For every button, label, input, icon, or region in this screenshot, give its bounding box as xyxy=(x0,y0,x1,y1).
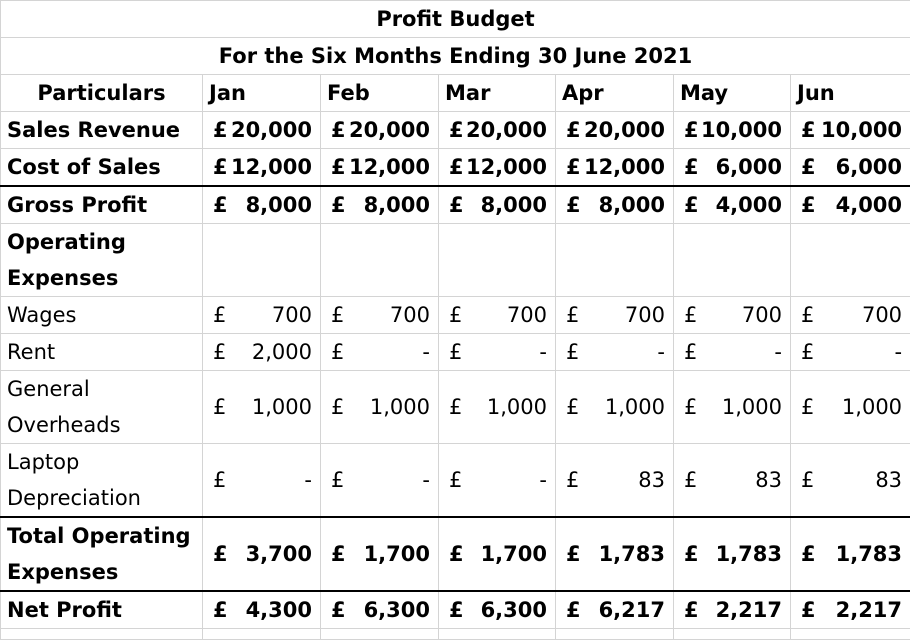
amount: - xyxy=(304,462,312,498)
header-month-jun[interactable]: Jun xyxy=(791,75,910,112)
amount: 2,000 xyxy=(252,334,312,370)
currency-symbol: £ xyxy=(331,187,346,223)
table-row xyxy=(1,517,910,591)
value-cell[interactable] xyxy=(321,517,439,591)
row-label[interactable]: Cost of Sales xyxy=(1,149,203,187)
value-cell[interactable] xyxy=(556,517,674,591)
amount: 2,217 xyxy=(836,592,902,628)
amount: - xyxy=(657,334,665,370)
currency-symbol: £ xyxy=(801,149,816,185)
value-cell[interactable] xyxy=(203,444,321,518)
header-month-apr[interactable]: Apr xyxy=(556,75,674,112)
currency-symbol: £ xyxy=(213,187,228,223)
value-cell[interactable] xyxy=(791,224,910,297)
value-cell[interactable] xyxy=(203,112,321,149)
amount: 1,000 xyxy=(487,389,547,425)
value-cell[interactable] xyxy=(203,591,321,629)
row-label[interactable]: Gross Profit xyxy=(1,186,203,224)
value-cell[interactable] xyxy=(556,591,674,629)
value-cell[interactable] xyxy=(203,149,321,187)
currency-symbol: £ xyxy=(566,389,579,425)
currency-symbol: £ xyxy=(566,462,579,498)
amount: 1,783 xyxy=(716,536,782,572)
value-cell[interactable] xyxy=(674,112,791,149)
currency-symbol: £ xyxy=(449,112,464,148)
currency-symbol: £ xyxy=(684,297,697,333)
currency-symbol: £ xyxy=(801,389,814,425)
currency-symbol: £ xyxy=(213,297,226,333)
amount: 4,300 xyxy=(246,592,312,628)
amount: - xyxy=(422,462,430,498)
amount: 6,000 xyxy=(716,149,782,185)
value-cell[interactable] xyxy=(556,112,674,149)
value-cell[interactable] xyxy=(203,297,321,334)
currency-symbol: £ xyxy=(566,297,579,333)
amount: 6,300 xyxy=(481,592,547,628)
amount: 700 xyxy=(625,297,665,333)
currency-symbol: £ xyxy=(566,592,581,628)
amount: 1,000 xyxy=(370,389,430,425)
amount: 700 xyxy=(862,297,902,333)
value-cell[interactable] xyxy=(674,517,791,591)
header-particulars[interactable]: Particulars xyxy=(1,75,203,112)
value-cell[interactable] xyxy=(203,334,321,371)
table-row xyxy=(1,224,910,297)
amount: 83 xyxy=(755,462,782,498)
amount: 6,000 xyxy=(836,149,902,185)
value-cell[interactable] xyxy=(321,444,439,518)
value-cell[interactable] xyxy=(791,149,910,187)
currency-symbol: £ xyxy=(449,297,462,333)
table-row xyxy=(1,334,910,371)
currency-symbol: £ xyxy=(449,187,464,223)
amount: 2,217 xyxy=(716,592,782,628)
empty-cell[interactable] xyxy=(203,629,321,640)
currency-symbol: £ xyxy=(684,536,699,572)
value-cell[interactable] xyxy=(674,591,791,629)
empty-cell[interactable] xyxy=(674,629,791,640)
amount: 12,000 xyxy=(466,149,547,185)
currency-symbol: £ xyxy=(449,149,464,185)
currency-symbol: £ xyxy=(213,112,228,148)
header-month-mar[interactable]: Mar xyxy=(439,75,556,112)
currency-symbol: £ xyxy=(331,112,346,148)
row-label[interactable]: General Overheads xyxy=(1,371,203,444)
value-cell[interactable] xyxy=(791,186,910,224)
currency-symbol: £ xyxy=(213,334,226,370)
currency-symbol: £ xyxy=(566,334,579,370)
currency-symbol: £ xyxy=(449,462,462,498)
value-cell[interactable] xyxy=(439,444,556,518)
table-row xyxy=(1,444,910,518)
amount: 1,783 xyxy=(836,536,902,572)
currency-symbol: £ xyxy=(331,536,346,572)
amount: 20,000 xyxy=(584,112,665,148)
amount: 20,000 xyxy=(466,112,547,148)
amount: 1,700 xyxy=(364,536,430,572)
table-row xyxy=(1,297,910,334)
currency-symbol: £ xyxy=(801,536,816,572)
amount: 10,000 xyxy=(821,112,902,148)
amount: - xyxy=(894,334,902,370)
amount: 1,783 xyxy=(599,536,665,572)
currency-symbol: £ xyxy=(566,536,581,572)
amount: 20,000 xyxy=(349,112,430,148)
value-cell[interactable] xyxy=(439,334,556,371)
header-month-may[interactable]: May xyxy=(674,75,791,112)
amount: 8,000 xyxy=(599,187,665,223)
value-cell[interactable] xyxy=(556,444,674,518)
value-cell[interactable] xyxy=(439,186,556,224)
value-cell[interactable] xyxy=(321,149,439,187)
currency-symbol: £ xyxy=(801,334,814,370)
empty-cell[interactable] xyxy=(439,629,556,640)
value-cell[interactable] xyxy=(556,371,674,444)
amount: 8,000 xyxy=(481,187,547,223)
amount: 700 xyxy=(272,297,312,333)
value-cell[interactable] xyxy=(674,186,791,224)
value-cell[interactable] xyxy=(674,149,791,187)
table-title[interactable]: Profit Budget xyxy=(1,1,910,38)
currency-symbol: £ xyxy=(213,536,228,572)
currency-symbol: £ xyxy=(566,149,581,185)
value-cell[interactable] xyxy=(556,186,674,224)
amount: 12,000 xyxy=(584,149,665,185)
currency-symbol: £ xyxy=(684,389,697,425)
currency-symbol: £ xyxy=(684,334,697,370)
amount: 700 xyxy=(390,297,430,333)
currency-symbol: £ xyxy=(684,149,699,185)
table-row xyxy=(1,112,910,149)
amount: 6,300 xyxy=(364,592,430,628)
amount: - xyxy=(774,334,782,370)
row-label[interactable]: Total Operating Expenses xyxy=(1,517,203,591)
amount: 1,000 xyxy=(252,389,312,425)
value-cell[interactable] xyxy=(203,186,321,224)
value-cell[interactable] xyxy=(791,591,910,629)
empty-cell[interactable] xyxy=(321,629,439,640)
table-row xyxy=(1,591,910,629)
amount: 10,000 xyxy=(701,112,782,148)
value-cell[interactable] xyxy=(791,517,910,591)
amount: 6,217 xyxy=(599,592,665,628)
value-cell[interactable] xyxy=(556,297,674,334)
table-row-empty xyxy=(1,629,910,640)
value-cell[interactable] xyxy=(674,224,791,297)
value-cell[interactable] xyxy=(321,112,439,149)
amount: 20,000 xyxy=(231,112,312,148)
currency-symbol: £ xyxy=(213,462,226,498)
value-cell[interactable] xyxy=(321,371,439,444)
value-cell[interactable] xyxy=(439,149,556,187)
value-cell[interactable] xyxy=(674,297,791,334)
value-cell[interactable] xyxy=(791,297,910,334)
amount: 700 xyxy=(507,297,547,333)
value-cell[interactable] xyxy=(203,517,321,591)
currency-symbol: £ xyxy=(449,592,464,628)
amount: 1,000 xyxy=(605,389,665,425)
currency-symbol: £ xyxy=(331,334,344,370)
table-row xyxy=(1,149,910,187)
value-cell[interactable] xyxy=(791,112,910,149)
value-cell[interactable] xyxy=(203,371,321,444)
currency-symbol: £ xyxy=(331,149,346,185)
amount: - xyxy=(422,334,430,370)
currency-symbol: £ xyxy=(684,592,699,628)
amount: 3,700 xyxy=(246,536,312,572)
value-cell[interactable] xyxy=(439,224,556,297)
currency-symbol: £ xyxy=(801,462,814,498)
amount: 12,000 xyxy=(231,149,312,185)
table-subtitle[interactable]: For the Six Months Ending 30 June 2021 xyxy=(1,38,910,75)
value-cell[interactable] xyxy=(321,334,439,371)
value-cell[interactable] xyxy=(439,371,556,444)
currency-symbol: £ xyxy=(213,149,228,185)
currency-symbol: £ xyxy=(331,462,344,498)
row-label[interactable]: Operating Expenses xyxy=(1,224,203,297)
table-row xyxy=(1,186,910,224)
currency-symbol: £ xyxy=(331,297,344,333)
currency-symbol: £ xyxy=(566,187,581,223)
amount: 4,000 xyxy=(836,187,902,223)
currency-symbol: £ xyxy=(449,389,462,425)
amount: - xyxy=(539,334,547,370)
row-label[interactable]: Rent xyxy=(1,334,203,371)
amount: 12,000 xyxy=(349,149,430,185)
row-label[interactable]: Net Profit xyxy=(1,591,203,629)
amount: 1,700 xyxy=(481,536,547,572)
value-cell[interactable] xyxy=(321,591,439,629)
empty-cell[interactable] xyxy=(556,629,674,640)
table-row xyxy=(1,371,910,444)
empty-cell[interactable] xyxy=(791,629,910,640)
currency-symbol: £ xyxy=(213,389,226,425)
amount: 83 xyxy=(875,462,902,498)
currency-symbol: £ xyxy=(449,536,464,572)
currency-symbol: £ xyxy=(684,187,699,223)
currency-symbol: £ xyxy=(331,592,346,628)
currency-symbol: £ xyxy=(801,187,816,223)
value-cell[interactable] xyxy=(203,224,321,297)
amount: 700 xyxy=(742,297,782,333)
currency-symbol: £ xyxy=(566,112,581,148)
currency-symbol: £ xyxy=(684,112,699,148)
value-cell[interactable] xyxy=(674,334,791,371)
value-cell[interactable] xyxy=(674,371,791,444)
value-cell[interactable] xyxy=(791,334,910,371)
row-label[interactable]: Sales Revenue xyxy=(1,112,203,149)
currency-symbol: £ xyxy=(801,112,816,148)
currency-symbol: £ xyxy=(331,389,344,425)
value-cell[interactable] xyxy=(439,112,556,149)
currency-symbol: £ xyxy=(684,462,697,498)
value-cell[interactable] xyxy=(674,444,791,518)
row-label[interactable]: Wages xyxy=(1,297,203,334)
amount: - xyxy=(539,462,547,498)
value-cell[interactable] xyxy=(321,297,439,334)
amount: 4,000 xyxy=(716,187,782,223)
value-cell[interactable] xyxy=(439,591,556,629)
value-cell[interactable] xyxy=(321,224,439,297)
value-cell[interactable] xyxy=(556,149,674,187)
value-cell[interactable] xyxy=(321,186,439,224)
amount: 1,000 xyxy=(722,389,782,425)
value-cell[interactable] xyxy=(439,517,556,591)
amount: 83 xyxy=(638,462,665,498)
amount: 1,000 xyxy=(842,389,902,425)
currency-symbol: £ xyxy=(801,592,816,628)
value-cell[interactable] xyxy=(439,297,556,334)
amount: 8,000 xyxy=(246,187,312,223)
currency-symbol: £ xyxy=(449,334,462,370)
value-cell[interactable] xyxy=(556,334,674,371)
currency-symbol: £ xyxy=(213,592,228,628)
row-label[interactable]: Laptop Depreciation xyxy=(1,444,203,518)
value-cell[interactable] xyxy=(791,444,910,518)
value-cell[interactable] xyxy=(791,371,910,444)
currency-symbol: £ xyxy=(801,297,814,333)
empty-cell[interactable] xyxy=(1,629,203,640)
amount: 8,000 xyxy=(364,187,430,223)
header-month-jan[interactable]: Jan xyxy=(203,75,321,112)
header-month-feb[interactable]: Feb xyxy=(321,75,439,112)
value-cell[interactable] xyxy=(556,224,674,297)
